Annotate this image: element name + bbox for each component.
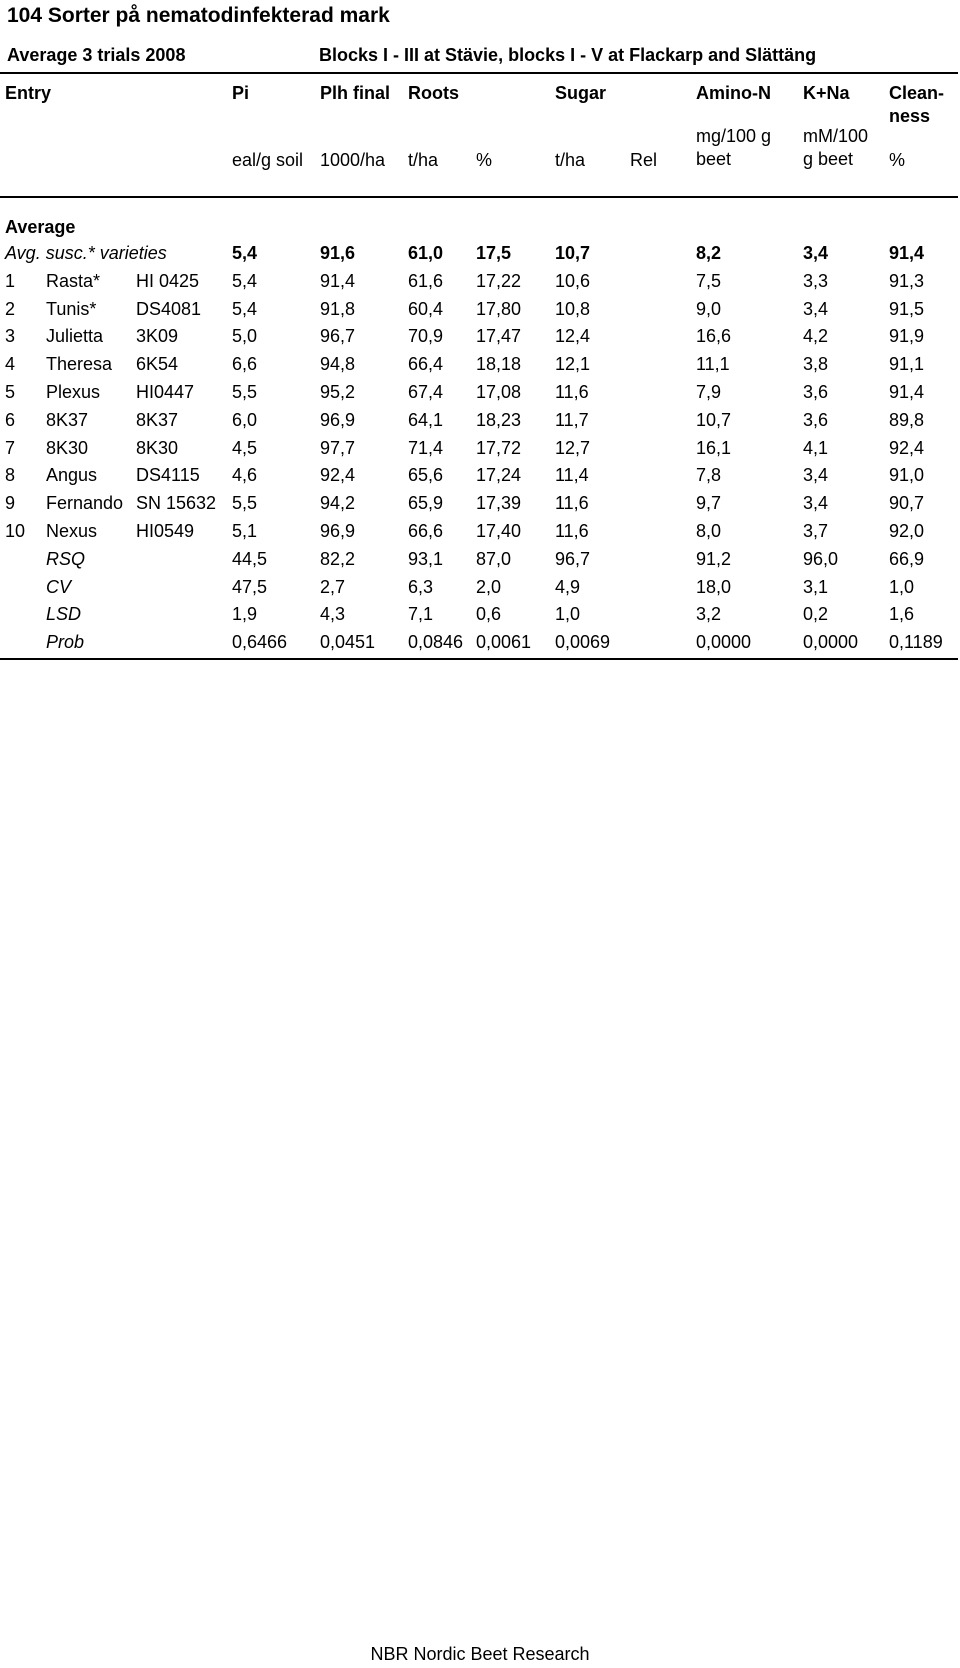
cell-k-na: 3,7 — [803, 521, 829, 541]
stat-cell-plh: 2,7 — [320, 576, 346, 597]
cell-roots-t: 65,6 — [408, 465, 444, 486]
cell-pi: 5,1 — [232, 521, 258, 541]
unit-cleanness: % — [889, 150, 906, 170]
subtitle-right: Blocks I - III at Stävie, blocks I - V at Flackarp and Slättäng — [319, 45, 817, 65]
row-number: 7 — [5, 437, 16, 458]
cell-roots-pct: 17,72 — [476, 437, 522, 458]
header-top-rule — [0, 72, 958, 74]
stat-label: CV — [46, 576, 72, 597]
stat-cell-amino-n: 0,0000 — [696, 632, 752, 653]
stat-cell-k-na: 0,2 — [803, 604, 829, 625]
row-number: 9 — [5, 493, 16, 514]
cell-roots-t: 66,4 — [408, 354, 444, 375]
stat-cell-plh: 82,2 — [320, 548, 356, 569]
row-number: 2 — [5, 298, 16, 319]
variety-name: Angus — [46, 465, 98, 486]
header-entry: Entry — [5, 83, 52, 103]
cell-pi: 6,6 — [232, 354, 258, 375]
avg-cell-roots-pct: 17,5 — [476, 243, 512, 263]
cell-cleanness: 92,4 — [889, 437, 925, 458]
stat-cell-roots-pct: 0,0061 — [476, 632, 532, 653]
cell-roots-t: 61,6 — [408, 270, 444, 291]
cell-roots-t: 70,9 — [408, 326, 444, 347]
variety-code: 8K30 — [136, 437, 179, 458]
header-plh: Plh final — [320, 83, 391, 103]
cell-amino-n: 16,1 — [696, 437, 732, 458]
cell-pi: 5,4 — [232, 298, 258, 319]
variety-code: 3K09 — [136, 326, 179, 347]
row-number: 10 — [5, 521, 26, 541]
variety-name: 8K30 — [46, 437, 89, 458]
cell-plh: 91,8 — [320, 298, 356, 319]
cell-cleanness: 91,3 — [889, 270, 925, 291]
cell-amino-n: 10,7 — [696, 409, 732, 430]
cell-sugar-t: 11,6 — [555, 493, 589, 514]
header-pi: Pi — [232, 83, 250, 103]
page-title: 104 Sorter på nematodinfekterad mark — [7, 4, 390, 27]
stat-cell-cleanness: 66,9 — [889, 548, 925, 569]
cell-sugar-t: 12,7 — [555, 437, 591, 458]
stat-cell-sugar-t: 4,9 — [555, 576, 581, 597]
cell-amino-n: 7,5 — [696, 270, 722, 291]
cell-roots-pct: 17,24 — [476, 465, 522, 486]
cell-plh: 96,9 — [320, 409, 356, 430]
cell-amino-n: 7,9 — [696, 382, 722, 402]
stat-cell-amino-n: 18,0 — [696, 576, 732, 597]
stat-cell-roots-pct: 0,6 — [476, 604, 502, 625]
cell-k-na: 3,4 — [803, 465, 829, 486]
cell-roots-pct: 18,18 — [476, 354, 522, 375]
cell-amino-n: 11,1 — [696, 354, 730, 375]
cell-sugar-t: 10,8 — [555, 298, 591, 319]
header-cleanness-line1: Clean- — [889, 83, 945, 103]
header-roots: Roots — [408, 83, 459, 103]
stat-cell-cleanness: 1,0 — [889, 576, 915, 597]
stat-cell-k-na: 96,0 — [803, 548, 839, 569]
stat-cell-roots-t: 7,1 — [408, 604, 434, 625]
row-number: 1 — [5, 270, 16, 291]
stat-cell-roots-t: 93,1 — [408, 548, 444, 569]
variety-code: DS4115 — [136, 465, 200, 486]
avg-cell-sugar-t: 10,7 — [555, 243, 591, 263]
cell-sugar-t: 12,4 — [555, 326, 591, 347]
stat-label: Prob — [46, 632, 85, 653]
unit-kna-line1: mM/100 — [803, 126, 869, 146]
stat-cell-cleanness: 1,6 — [889, 604, 915, 625]
avg-cell-k-na: 3,4 — [803, 243, 829, 263]
cell-plh: 94,8 — [320, 354, 356, 375]
variety-name: Rasta* — [46, 270, 101, 291]
stat-cell-roots-pct: 2,0 — [476, 576, 502, 597]
stat-cell-sugar-t: 0,0069 — [555, 632, 611, 653]
cell-roots-t: 60,4 — [408, 298, 444, 319]
variety-code: DS4081 — [136, 298, 202, 319]
cell-pi: 4,5 — [232, 437, 258, 458]
stat-label: RSQ — [46, 548, 86, 569]
cell-roots-pct: 17,40 — [476, 521, 522, 541]
cell-plh: 91,4 — [320, 270, 356, 291]
stat-cell-sugar-t: 1,0 — [555, 604, 581, 625]
variety-name: Julietta — [46, 326, 104, 347]
variety-code: HI0447 — [136, 382, 195, 402]
cell-roots-pct: 17,39 — [476, 493, 522, 514]
cell-pi: 5,5 — [232, 382, 258, 402]
cell-amino-n: 9,0 — [696, 298, 722, 319]
cell-k-na: 4,1 — [803, 437, 829, 458]
cell-plh: 92,4 — [320, 465, 356, 486]
stat-cell-amino-n: 3,2 — [696, 604, 722, 625]
header-amino: Amino-N — [696, 83, 771, 103]
cell-k-na: 4,2 — [803, 326, 829, 347]
cell-pi: 5,4 — [232, 270, 258, 291]
avg-cell-roots-t: 61,0 — [408, 243, 444, 263]
stat-cell-roots-t: 6,3 — [408, 576, 434, 597]
stat-label: LSD — [46, 604, 82, 625]
cell-sugar-t: 11,6 — [555, 382, 589, 402]
stat-cell-pi: 0,6466 — [232, 632, 288, 653]
cell-sugar-t: 11,4 — [555, 465, 589, 486]
cell-roots-pct: 17,47 — [476, 326, 522, 347]
cell-roots-pct: 17,80 — [476, 298, 522, 319]
cell-sugar-t: 10,6 — [555, 270, 591, 291]
cell-k-na: 3,8 — [803, 354, 829, 375]
cell-cleanness: 92,0 — [889, 521, 925, 541]
stat-cell-pi: 44,5 — [232, 548, 268, 569]
cell-sugar-t: 11,7 — [555, 409, 589, 430]
header-sugar: Sugar — [555, 83, 607, 103]
cell-cleanness: 91,5 — [889, 298, 925, 319]
cell-roots-t: 66,6 — [408, 521, 444, 541]
stat-cell-k-na: 3,1 — [803, 576, 829, 597]
cell-roots-t: 64,1 — [408, 409, 444, 430]
unit-pi: eal/g soil — [232, 150, 304, 170]
footer-credit: NBR Nordic Beet Research — [370, 1644, 590, 1664]
cell-pi: 5,5 — [232, 493, 258, 514]
row-number: 6 — [5, 409, 16, 430]
variety-code: SN 15632 — [136, 493, 217, 514]
table-bottom-rule — [0, 658, 958, 660]
unit-amino-line2: beet — [696, 149, 732, 169]
cell-plh: 94,2 — [320, 493, 356, 514]
unit-kna-line2: g beet — [803, 149, 854, 169]
unit-sugar-t: t/ha — [555, 150, 586, 170]
stat-cell-k-na: 0,0000 — [803, 632, 859, 653]
cell-roots-pct: 18,23 — [476, 409, 522, 430]
stat-cell-plh: 0,0451 — [320, 632, 376, 653]
cell-k-na: 3,6 — [803, 409, 829, 430]
stat-cell-roots-t: 0,0846 — [408, 632, 464, 653]
unit-roots-pct: % — [476, 150, 493, 170]
variety-code: HI0549 — [136, 521, 195, 541]
stat-cell-plh: 4,3 — [320, 604, 346, 625]
variety-name: Fernando — [46, 493, 124, 514]
cell-amino-n: 16,6 — [696, 326, 732, 347]
variety-code: 6K54 — [136, 354, 179, 375]
cell-roots-pct: 17,22 — [476, 270, 522, 291]
cell-pi: 5,0 — [232, 326, 258, 347]
cell-cleanness: 89,8 — [889, 409, 925, 430]
variety-code: 8K37 — [136, 409, 179, 430]
avg-cell-cleanness: 91,4 — [889, 243, 925, 263]
cell-cleanness: 91,9 — [889, 326, 925, 347]
avg-row-label: Avg. susc.* varieties — [5, 243, 167, 263]
cell-pi: 4,6 — [232, 465, 258, 486]
stat-cell-cleanness: 0,1189 — [889, 632, 943, 653]
cell-plh: 96,7 — [320, 326, 356, 347]
unit-sugar-rel: Rel — [630, 150, 658, 170]
cell-cleanness: 91,4 — [889, 382, 925, 402]
cell-k-na: 3,4 — [803, 298, 829, 319]
cell-roots-t: 71,4 — [408, 437, 444, 458]
cell-plh: 97,7 — [320, 437, 356, 458]
variety-name: 8K37 — [46, 409, 89, 430]
header-kna: K+Na — [803, 83, 850, 103]
unit-amino-line1: mg/100 g — [696, 126, 772, 146]
cell-k-na: 3,4 — [803, 493, 829, 514]
cell-roots-t: 65,9 — [408, 493, 444, 514]
header-cleanness-line2: ness — [889, 106, 931, 126]
stat-cell-pi: 47,5 — [232, 576, 268, 597]
avg-cell-amino-n: 8,2 — [696, 243, 722, 263]
cell-amino-n: 7,8 — [696, 465, 722, 486]
cell-pi: 6,0 — [232, 409, 258, 430]
stat-cell-roots-pct: 87,0 — [476, 548, 512, 569]
cell-cleanness: 91,0 — [889, 465, 925, 486]
variety-name: Tunis* — [46, 298, 97, 319]
variety-name: Theresa — [46, 354, 113, 375]
avg-cell-pi: 5,4 — [232, 243, 258, 263]
header-bottom-rule — [0, 196, 958, 198]
subtitle-left: Average 3 trials 2008 — [7, 45, 186, 65]
row-number: 4 — [5, 354, 16, 375]
cell-cleanness: 90,7 — [889, 493, 925, 514]
section-label-average: Average — [5, 217, 76, 237]
variety-name: Nexus — [46, 521, 98, 541]
cell-cleanness: 91,1 — [889, 354, 925, 375]
cell-plh: 96,9 — [320, 521, 356, 541]
cell-roots-pct: 17,08 — [476, 382, 522, 402]
cell-plh: 95,2 — [320, 382, 356, 402]
avg-cell-plh: 91,6 — [320, 243, 356, 263]
cell-roots-t: 67,4 — [408, 382, 444, 402]
row-number: 8 — [5, 465, 16, 486]
cell-amino-n: 8,0 — [696, 521, 722, 541]
stat-cell-sugar-t: 96,7 — [555, 548, 591, 569]
row-number: 5 — [5, 382, 16, 402]
unit-roots-t: t/ha — [408, 150, 439, 170]
cell-amino-n: 9,7 — [696, 493, 722, 514]
variety-name: Plexus — [46, 382, 101, 402]
cell-sugar-t: 12,1 — [555, 354, 591, 375]
row-number: 3 — [5, 326, 16, 347]
unit-plh: 1000/ha — [320, 150, 386, 170]
stat-cell-pi: 1,9 — [232, 604, 258, 625]
cell-sugar-t: 11,6 — [555, 521, 589, 541]
cell-k-na: 3,6 — [803, 382, 829, 402]
stat-cell-amino-n: 91,2 — [696, 548, 732, 569]
variety-code: HI 0425 — [136, 270, 200, 291]
cell-k-na: 3,3 — [803, 270, 829, 291]
